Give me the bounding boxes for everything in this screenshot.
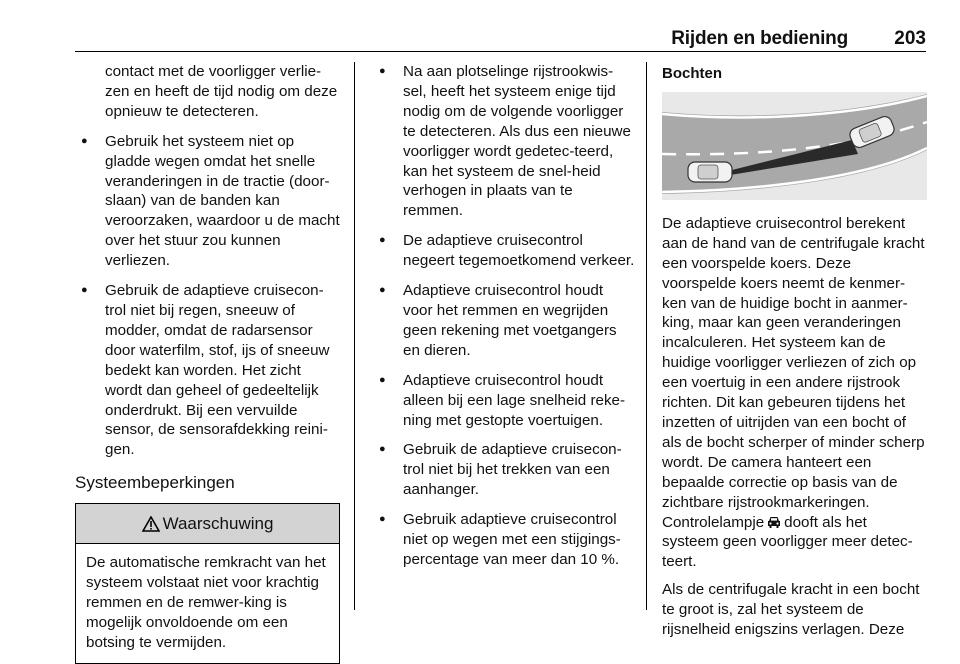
warning-box xyxy=(75,503,340,664)
list-item: ● Gebruik de adaptieve cruisecon-trol niet bij regen, sneeuw of modder, omdat de radarsensor door waterfilm, stof, ijs of sneeuw bedekt kan worden. Het zicht wordt dan geheel of gedeeltelijk onderdrukt. Bij een vervuilde sensor, de sensorafdekking reini-gen. xyxy=(75,281,340,460)
list-item: ● Gebruik adaptieve cruisecontrol niet op wegen met een stijgings-percentage van meer dan 10 %. xyxy=(373,510,636,570)
paragraph: Als de centrifugale kracht in een bocht te groot is, zal het systeem de rijsnelheid enigszins verlagen. Deze xyxy=(662,581,920,639)
section-heading: Systeembeperkingen xyxy=(75,473,235,493)
subsection-heading: Bochten xyxy=(662,65,722,82)
list-item: ● Gebruik de adaptieve cruisecon-trol niet bij het trekken van een aanhanger. xyxy=(373,440,636,500)
header-rule xyxy=(75,51,926,52)
paragraph xyxy=(662,214,927,572)
column-right xyxy=(662,62,927,648)
bullet-list xyxy=(75,132,340,461)
curve-illustration xyxy=(662,92,927,200)
warning-triangle-icon xyxy=(142,516,160,532)
paragraph-text: De adaptieve cruisecontrol berekent aan de hand van de centrifugale kracht een voorspelde koers. Deze voorspelde koers neemt de kenmer-ken van de huidige bocht in aanmer-king, maar kan geen veranderingen incalculeren. Het systeem kan de huidige voorligger verliezen of zich op een voertuig in een andere rijstrook richten. Dit kan gebeuren tijdens het inzetten of uitrijden van een bocht of als de bocht scherper of minder scherp wordt. De camera hanteert een bepaalde correctie op basis van de zichtbare rijstrookmarkeringen. Controlelampje xyxy=(662,214,925,531)
list-item: ● Na aan plotselinge rijstrookwis-sel, heeft het systeem enige tijd nodig om de volgende voorligger te detecteren. Als dus een nieuwe voorligger wordt gedetec-teerd, kan het systeem de snel-heid verhogen in plaats van te remmen. xyxy=(373,62,636,221)
own-car-icon xyxy=(688,162,732,182)
warning-text: De automatische remkracht van het systeem volstaat niet voor krachtig remmen en de remwer-king is mogelijk onvoldoende om een botsing te vermijden. xyxy=(86,554,326,651)
continued-text: contact met de voorligger verlie-zen en heeft de tijd nodig om deze opnieuw te detecteren. xyxy=(105,63,338,120)
column-divider xyxy=(354,62,355,610)
warning-title: Waarschuwing xyxy=(162,513,274,533)
paragraph-text: dooft als het systeem geen voorligger meer detec-teert. xyxy=(662,513,913,571)
list-item: ● Gebruik het systeem niet op gladde wegen omdat het snelle veranderingen in de tractie (door-slaan) van de banden kan veroorzaken, waardoor u de macht over het stuur zou kunnen verliezen. xyxy=(75,132,340,271)
list-item: ● De adaptieve cruisecontrol negeert tegemoetkomend verkeer. xyxy=(373,231,636,271)
list-item: ● Adaptieve cruisecontrol houdt alleen bij een lage snelheid reke-ning met gestopte voertuigen. xyxy=(373,371,636,431)
page-header xyxy=(75,28,926,50)
column-divider xyxy=(646,62,647,610)
list-item: ● Adaptieve cruisecontrol houdt voor het remmen en wegrijden geen rekening met voetgangers en dieren. xyxy=(373,281,636,361)
page-number: 203 xyxy=(894,28,926,49)
warning-header xyxy=(76,504,339,544)
column-middle xyxy=(373,62,636,580)
vehicle-ahead-icon xyxy=(766,515,782,529)
section-title: Rijden en bediening xyxy=(671,28,848,49)
column-left xyxy=(75,62,340,664)
bullet-list xyxy=(373,62,636,570)
